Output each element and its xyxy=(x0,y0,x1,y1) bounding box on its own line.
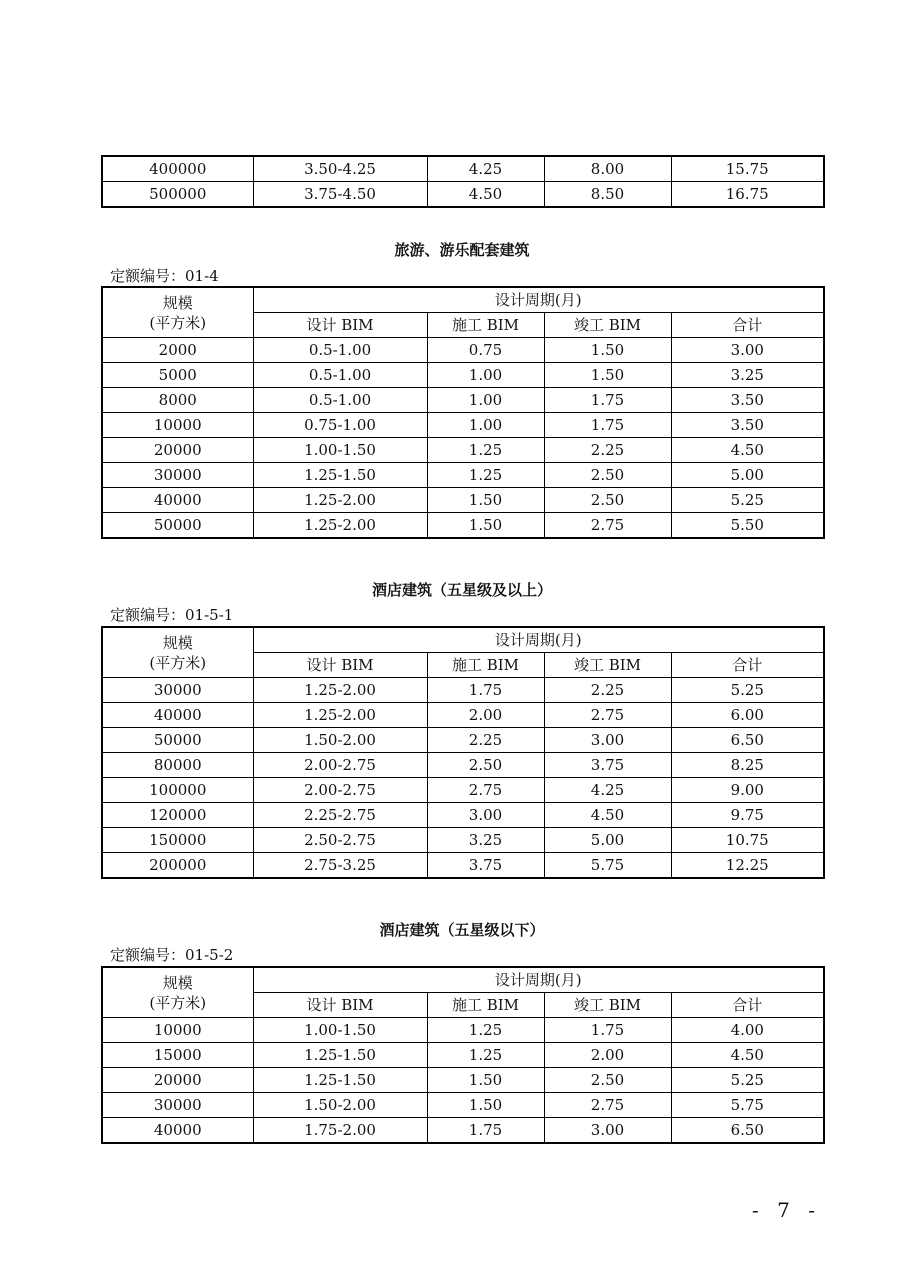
table-cell: 2.25-2.75 xyxy=(253,803,427,828)
header-design-bim: 设计 BIM xyxy=(253,653,427,678)
table-row xyxy=(102,488,824,513)
table-cell: 1.50 xyxy=(427,1093,544,1118)
table-cell: 50000 xyxy=(102,513,253,539)
table-cell: 1.50 xyxy=(427,513,544,539)
table-cell: 1.50 xyxy=(427,488,544,513)
table-cell: 3.00 xyxy=(544,728,671,753)
section-title-tourism: 旅游、游乐配套建筑 xyxy=(394,241,530,259)
table-hotel-below5-body xyxy=(102,1018,824,1144)
table-cell: 500000 xyxy=(102,182,253,208)
table-cell: 2.00-2.75 xyxy=(253,778,427,803)
table-row xyxy=(102,363,824,388)
table-row xyxy=(102,463,824,488)
table-row xyxy=(102,803,824,828)
table-cell: 10000 xyxy=(102,1018,253,1043)
table-row xyxy=(102,413,824,438)
table-cell: 1.00 xyxy=(427,413,544,438)
table-cell: 1.25 xyxy=(427,438,544,463)
table-cell: 2.25 xyxy=(544,438,671,463)
table-cell: 3.75-4.50 xyxy=(253,182,427,208)
header-scale: 规模 (平方米) xyxy=(102,627,253,678)
table-row xyxy=(102,156,824,182)
table-cell: 40000 xyxy=(102,703,253,728)
table-cell: 8.00 xyxy=(544,156,671,182)
table-cell: 2.25 xyxy=(427,728,544,753)
header-completion-bim: 竣工 BIM xyxy=(544,993,671,1018)
table-cell: 50000 xyxy=(102,728,253,753)
table-cell: 1.75 xyxy=(544,388,671,413)
header-design-bim: 设计 BIM xyxy=(253,313,427,338)
table-tourism-body xyxy=(102,338,824,539)
table-cell: 1.25-1.50 xyxy=(253,463,427,488)
table-hotel-below5 xyxy=(101,966,825,1144)
table-cell: 1.50-2.00 xyxy=(253,1093,427,1118)
table-hotel-5star-body xyxy=(102,678,824,879)
table-cell: 400000 xyxy=(102,156,253,182)
table-cell: 2.75-3.25 xyxy=(253,853,427,879)
table-cell: 4.25 xyxy=(544,778,671,803)
section-title-hotel-5star: 酒店建筑（五星级及以上） xyxy=(371,581,552,599)
table-row xyxy=(102,678,824,703)
table-row xyxy=(102,828,824,853)
table-row xyxy=(102,338,824,363)
table-cell: 12.25 xyxy=(671,853,824,879)
table-cell: 9.75 xyxy=(671,803,824,828)
table-hotel-5star xyxy=(101,626,825,879)
page-number: - 7 - xyxy=(752,1198,821,1222)
table-row xyxy=(102,438,824,463)
table-row xyxy=(102,753,824,778)
table-cell: 2.00 xyxy=(427,703,544,728)
table-tourism xyxy=(101,286,825,539)
table-cell: 1.75 xyxy=(427,678,544,703)
table-continued xyxy=(101,155,825,208)
table-cell: 2.75 xyxy=(544,1093,671,1118)
table-cell: 2.50 xyxy=(427,753,544,778)
table-cell: 5.50 xyxy=(671,513,824,539)
table-cell: 1.75-2.00 xyxy=(253,1118,427,1144)
table-cell: 120000 xyxy=(102,803,253,828)
table-cell: 1.50 xyxy=(544,338,671,363)
table-cell: 5.00 xyxy=(544,828,671,853)
table-cell: 5.25 xyxy=(671,1068,824,1093)
table-row xyxy=(102,778,824,803)
table-cell: 5.75 xyxy=(544,853,671,879)
table-cell: 3.00 xyxy=(544,1118,671,1144)
table-row xyxy=(102,703,824,728)
table-cell: 3.25 xyxy=(671,363,824,388)
header-design-bim: 设计 BIM xyxy=(253,993,427,1018)
table-cell: 1.75 xyxy=(427,1118,544,1144)
table-cell: 20000 xyxy=(102,1068,253,1093)
header-total: 合计 xyxy=(671,993,824,1018)
table-cell: 2000 xyxy=(102,338,253,363)
table-row xyxy=(102,1018,824,1043)
table-cell: 3.75 xyxy=(544,753,671,778)
table-cell: 3.25 xyxy=(427,828,544,853)
table-row xyxy=(102,1093,824,1118)
header-scale: 规模 (平方米) xyxy=(102,967,253,1018)
table-cell: 1.25 xyxy=(427,1018,544,1043)
table-cell: 2.75 xyxy=(427,778,544,803)
table-cell: 2.50-2.75 xyxy=(253,828,427,853)
table-cell: 5.75 xyxy=(671,1093,824,1118)
table-cell: 8.25 xyxy=(671,753,824,778)
table-row xyxy=(102,182,824,208)
table-row xyxy=(102,853,824,879)
table-cell: 1.25-2.00 xyxy=(253,703,427,728)
table-cell: 5.25 xyxy=(671,678,824,703)
table-cell: 3.50 xyxy=(671,413,824,438)
table-cell: 8.50 xyxy=(544,182,671,208)
table-cell: 1.25-2.00 xyxy=(253,513,427,539)
table-row xyxy=(102,1068,824,1093)
table-cell: 5.00 xyxy=(671,463,824,488)
table-cell: 6.50 xyxy=(671,728,824,753)
table-cell: 2.75 xyxy=(544,513,671,539)
table-cell: 2.50 xyxy=(544,488,671,513)
table-cell: 1.25-1.50 xyxy=(253,1068,427,1093)
table-row xyxy=(102,728,824,753)
table-cell: 40000 xyxy=(102,1118,253,1144)
table-cell: 1.50-2.00 xyxy=(253,728,427,753)
table-cell: 1.25 xyxy=(427,1043,544,1068)
header-construction-bim: 施工 BIM xyxy=(427,313,544,338)
table-cell: 1.25-2.00 xyxy=(253,678,427,703)
table-cell: 9.00 xyxy=(671,778,824,803)
table-cell: 1.50 xyxy=(427,1068,544,1093)
table-cell: 1.75 xyxy=(544,413,671,438)
header-completion-bim: 竣工 BIM xyxy=(544,653,671,678)
table-cell: 30000 xyxy=(102,463,253,488)
table-cell: 10.75 xyxy=(671,828,824,853)
quota-label-hotel-5star: 定额编号：01-5-1 xyxy=(110,606,234,624)
table-cell: 15000 xyxy=(102,1043,253,1068)
table-cell: 1.00-1.50 xyxy=(253,1018,427,1043)
table-cell: 10000 xyxy=(102,413,253,438)
header-design-period: 设计周期(月) xyxy=(253,287,824,313)
table-cell: 0.5-1.00 xyxy=(253,388,427,413)
table-cell: 4.50 xyxy=(671,438,824,463)
table-cell: 80000 xyxy=(102,753,253,778)
quota-label-tourism: 定额编号：01-4 xyxy=(110,267,219,285)
table-cell: 2.50 xyxy=(544,463,671,488)
table-row xyxy=(102,1043,824,1068)
table-cell: 30000 xyxy=(102,1093,253,1118)
table-cell: 1.00 xyxy=(427,388,544,413)
table-cell: 3.00 xyxy=(671,338,824,363)
table-cell: 8000 xyxy=(102,388,253,413)
table-cell: 30000 xyxy=(102,678,253,703)
table-cell: 200000 xyxy=(102,853,253,879)
table-cell: 1.00-1.50 xyxy=(253,438,427,463)
table-cell: 4.50 xyxy=(544,803,671,828)
table-cell: 0.75 xyxy=(427,338,544,363)
table-cell: 0.75-1.00 xyxy=(253,413,427,438)
table-cell: 2.00 xyxy=(544,1043,671,1068)
table-cell: 3.50 xyxy=(671,388,824,413)
table-cell: 40000 xyxy=(102,488,253,513)
table-cell: 2.75 xyxy=(544,703,671,728)
table-cell: 5.25 xyxy=(671,488,824,513)
table-cell: 6.00 xyxy=(671,703,824,728)
table-cell: 3.50-4.25 xyxy=(253,156,427,182)
table-cell: 1.75 xyxy=(544,1018,671,1043)
table-cell: 5000 xyxy=(102,363,253,388)
table-cell: 6.50 xyxy=(671,1118,824,1144)
header-completion-bim: 竣工 BIM xyxy=(544,313,671,338)
table-cell: 150000 xyxy=(102,828,253,853)
quota-label-hotel-below5: 定额编号：01-5-2 xyxy=(110,946,234,964)
table-cell: 0.5-1.00 xyxy=(253,338,427,363)
table-row xyxy=(102,513,824,539)
table-cell: 3.00 xyxy=(427,803,544,828)
table-cell: 15.75 xyxy=(671,156,824,182)
section-title-hotel-below5: 酒店建筑（五星级以下） xyxy=(379,921,545,939)
table-cell: 3.75 xyxy=(427,853,544,879)
table-cell: 2.25 xyxy=(544,678,671,703)
table-cell: 4.50 xyxy=(427,182,544,208)
table-cell: 2.50 xyxy=(544,1068,671,1093)
table-cell: 4.00 xyxy=(671,1018,824,1043)
table-cell: 4.25 xyxy=(427,156,544,182)
table-continued-body xyxy=(102,156,824,207)
header-total: 合计 xyxy=(671,313,824,338)
table-cell: 100000 xyxy=(102,778,253,803)
table-row xyxy=(102,388,824,413)
header-construction-bim: 施工 BIM xyxy=(427,653,544,678)
table-cell: 1.00 xyxy=(427,363,544,388)
table-cell: 4.50 xyxy=(671,1043,824,1068)
header-design-period: 设计周期(月) xyxy=(253,967,824,993)
table-row xyxy=(102,1118,824,1144)
table-cell: 1.25 xyxy=(427,463,544,488)
table-cell: 20000 xyxy=(102,438,253,463)
table-cell: 1.50 xyxy=(544,363,671,388)
table-cell: 1.25-1.50 xyxy=(253,1043,427,1068)
header-construction-bim: 施工 BIM xyxy=(427,993,544,1018)
header-total: 合计 xyxy=(671,653,824,678)
table-cell: 0.5-1.00 xyxy=(253,363,427,388)
header-design-period: 设计周期(月) xyxy=(253,627,824,653)
table-cell: 16.75 xyxy=(671,182,824,208)
table-cell: 1.25-2.00 xyxy=(253,488,427,513)
table-cell: 2.00-2.75 xyxy=(253,753,427,778)
header-scale: 规模 (平方米) xyxy=(102,287,253,338)
